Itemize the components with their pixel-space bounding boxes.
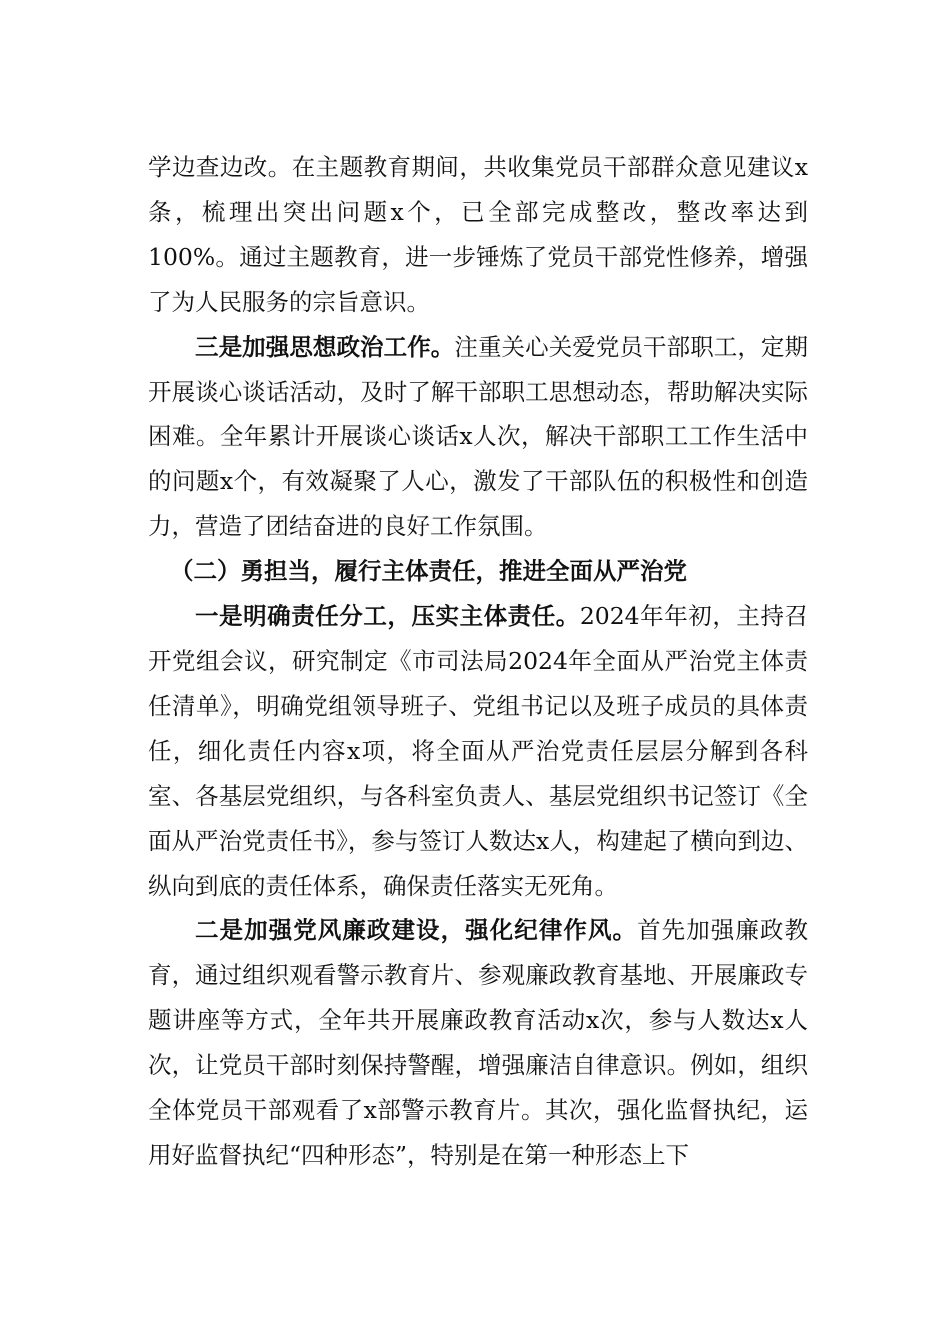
paragraph-lead: 三是加强思想政治工作。: [195, 332, 455, 361]
section-heading: [148, 549, 808, 594]
paragraph-point-two: [148, 908, 808, 1177]
paragraph-text: 注重关心关爱党员干部职工，定期开展谈心谈话活动，及时了解干部职工思想动态，帮助解决实际困难。全年累计开展谈心谈话x人次，解决干部职工工作生活中的问题x个，有效凝聚了人心，激发了干部队伍的积极性和创造力，营造了团结奋进的良好工作氛围。: [148, 332, 809, 541]
paragraph-point-three: [148, 325, 808, 550]
paragraph-continuation: [148, 145, 808, 325]
paragraph-text: 学边查边改。在主题教育期间，共收集党员干部群众意见建议x条，梳理出突出问题x个，已全部完成整改，整改率达到100%。通过主题教育，进一步锤炼了党员干部党性修养，增强了为人民服务的宗旨意识。: [148, 153, 808, 316]
paragraph-lead: 一是明确责任分工，压实主体责任。: [195, 602, 580, 631]
paragraph-text: 2024年年初，主持召开党组会议，研究制定《市司法局2024年全面从严治党主体责任清单》，明确党组领导班子、党组书记以及班子成员的具体责任，细化责任内容x项，将全面从严治党责任层层分解到各科室、各基层党组织，与各科室负责人、基层党组织书记签订《全面从严治党责任书》，参与签订人数达x人，构建起了横向到边、纵向到底的责任体系，确保责任落实无死角。: [148, 602, 808, 900]
paragraph-lead: 二是加强党风廉政建设，强化纪律作风。: [195, 916, 638, 945]
section-heading-text: （二）勇担当，履行主体责任，推进全面从严治党: [170, 557, 687, 586]
document-body: [148, 145, 808, 1178]
paragraph-point-one: [148, 594, 808, 908]
paragraph-text: 首先加强廉政教育，通过组织观看警示教育片、参观廉政教育基地、开展廉政专题讲座等方式，全年共开展廉政教育活动x次，参与人数达x人次，让党员干部时刻保持警醒，增强廉洁自律意识。例如，组织全体党员干部观看了x部警示教育片。其次，强化监督执纪，运用好监督执纪“四种形态”，特别是在第一种形态上下: [148, 916, 808, 1169]
